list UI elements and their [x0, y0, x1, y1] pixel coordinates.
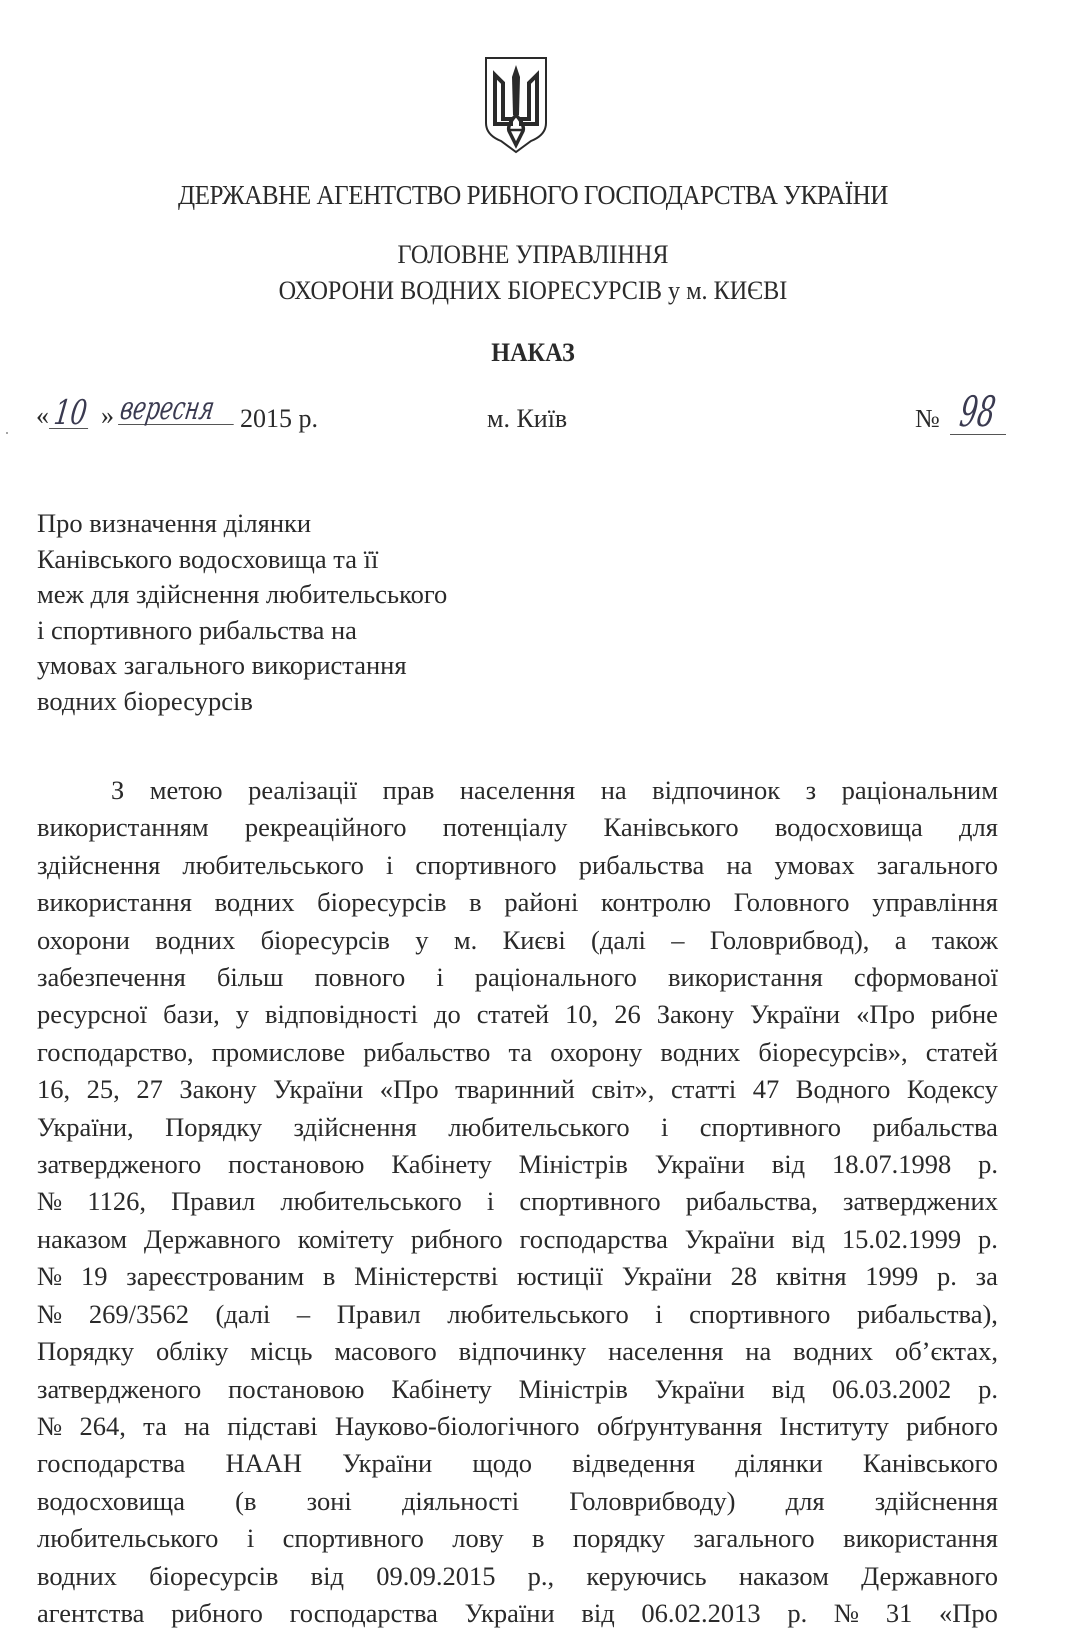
body-word: потенціалу — [442, 812, 568, 843]
body-word: водосховища — [774, 812, 923, 843]
body-word: 25, — [86, 1074, 120, 1105]
body-word: Кодексу — [906, 1074, 998, 1105]
body-word: р. — [787, 1597, 808, 1628]
body-word: агентства — [37, 1597, 145, 1628]
body-line — [37, 1408, 998, 1445]
body-word: України — [464, 1597, 555, 1628]
body-line — [37, 1296, 998, 1333]
body-word: «Про — [939, 1597, 998, 1628]
body-word: а — [894, 924, 907, 955]
body-word: Головного — [733, 887, 850, 918]
body-word: «Про — [856, 999, 916, 1030]
body-word: загального — [693, 1523, 815, 1554]
handwritten-order-number — [950, 387, 1006, 436]
body-word: здійснення — [293, 1111, 417, 1142]
body-word: № — [37, 1410, 63, 1441]
body-word: 47 — [752, 1074, 780, 1105]
body-line — [37, 1483, 998, 1520]
body-word: № — [37, 1186, 63, 1217]
body-word: районі — [504, 887, 579, 918]
body-word: (далі — [215, 1298, 271, 1329]
body-word: р. — [978, 1149, 998, 1180]
body-word: України — [750, 999, 841, 1030]
body-word: бази, — [163, 999, 220, 1030]
body-word: щодо — [472, 1448, 533, 1479]
body-word: 31 — [885, 1597, 913, 1628]
body-word: на — [184, 1410, 211, 1441]
body-word: в — [469, 887, 482, 918]
body-word: тваринний — [455, 1074, 575, 1105]
body-word: в — [531, 1523, 545, 1554]
body-line — [37, 1520, 998, 1557]
body-line — [37, 1146, 998, 1183]
body-line — [37, 1221, 998, 1258]
body-word: водних — [155, 924, 236, 955]
body-word: Правил — [336, 1298, 421, 1329]
body-word: умовах — [774, 849, 855, 880]
body-word: Закону — [656, 999, 735, 1030]
subject-line: і спортивного рибальства на — [37, 614, 357, 645]
body-word: статей — [925, 1036, 998, 1067]
body-line — [37, 1109, 998, 1146]
order-body-paragraph — [37, 772, 998, 1632]
body-word: Міністрів — [518, 1149, 628, 1180]
body-word: здійснення — [37, 849, 161, 880]
body-line — [37, 1258, 998, 1295]
body-word: (в — [235, 1485, 257, 1516]
body-word: місць — [250, 1336, 313, 1367]
body-word: любительського — [448, 1111, 630, 1142]
body-word: господарства — [37, 1448, 186, 1479]
body-word: Кабінету — [391, 1149, 492, 1180]
body-word: затвердженого — [37, 1149, 202, 1180]
body-word: рибальство — [363, 1036, 491, 1067]
body-word: використання — [843, 1523, 998, 1554]
body-word: від — [791, 1223, 826, 1254]
body-word: статей — [476, 999, 550, 1030]
trident-emblem-icon — [482, 55, 550, 155]
body-word: 1126, — [87, 1186, 147, 1217]
body-word: 264, — [79, 1410, 126, 1441]
body-word: затвердженого — [37, 1373, 202, 1404]
body-word: біоресурсів — [317, 887, 447, 918]
body-word: постановою — [228, 1373, 365, 1404]
body-word: (далі — [591, 924, 646, 955]
body-word: керуючись — [586, 1560, 707, 1591]
body-word: повного — [314, 962, 406, 993]
handwritten-month: вересня — [118, 392, 239, 425]
order-subject — [37, 506, 447, 719]
number-sign: № — [915, 404, 940, 433]
body-word: охорону — [550, 1036, 643, 1067]
scan-speck — [6, 432, 8, 434]
body-word: Головрибводу) — [569, 1485, 736, 1516]
body-word: рибного — [171, 1597, 263, 1628]
body-word: водних — [793, 1336, 874, 1367]
body-word: об’єктах, — [894, 1336, 998, 1367]
body-word: забезпечення — [37, 962, 186, 993]
body-word: господарства — [289, 1597, 438, 1628]
body-word: рибальства, — [685, 1186, 818, 1217]
body-word: України — [654, 1373, 745, 1404]
body-word: спортивного — [415, 849, 557, 880]
body-word: від — [771, 1149, 806, 1180]
body-line — [37, 959, 998, 996]
body-word: Водного — [795, 1074, 891, 1105]
body-word: наказом — [37, 1223, 128, 1254]
body-word: 10, — [565, 999, 599, 1030]
body-word: біоресурсів — [260, 924, 390, 955]
body-word: України, — [37, 1111, 134, 1142]
body-word: на — [600, 775, 627, 805]
body-word: відведення — [572, 1448, 696, 1479]
body-word: реалізації — [248, 775, 358, 805]
body-word: рибальства), — [856, 1298, 998, 1329]
body-word: любительського — [447, 1298, 629, 1329]
body-word: 06.03.2002 — [831, 1373, 952, 1404]
body-word: Науково-біологічного — [334, 1410, 580, 1441]
order-number-value: 98 — [957, 387, 999, 436]
body-line — [37, 1558, 998, 1595]
body-word: спортивного — [282, 1523, 424, 1554]
agency-name: ДЕРЖАВНЕ АГЕНТСТВО РИБНОГО ГОСПОДАРСТВА УКРАЇНИ — [178, 180, 888, 210]
body-word: біоресурсів», — [758, 1036, 908, 1067]
subject-line: умовах загального використання — [37, 650, 407, 680]
body-word: використання — [667, 962, 823, 993]
body-word: і — [246, 1523, 255, 1554]
body-word: України — [342, 1448, 433, 1479]
body-word: господарство, — [37, 1036, 194, 1067]
body-word: статті — [670, 1074, 737, 1105]
body-word: раціональним — [841, 775, 998, 805]
body-line — [37, 772, 998, 809]
body-word: та — [508, 1036, 533, 1067]
body-word: на — [745, 1336, 772, 1367]
body-word: Правил — [171, 1186, 256, 1217]
department-name-line-1: ГОЛОВНЕ УПРАВЛІННЯ — [397, 240, 669, 269]
body-word: № — [37, 1261, 63, 1292]
body-word: для — [785, 1485, 825, 1516]
body-word: прав — [382, 775, 435, 805]
body-word: квітня — [775, 1261, 847, 1292]
body-word: Києві — [502, 924, 566, 955]
body-word: використання — [37, 887, 192, 918]
document-type-title: НАКАЗ — [491, 338, 575, 367]
body-word: відповідності — [265, 999, 418, 1030]
body-word: водних — [214, 887, 295, 918]
body-word: рибальства — [578, 849, 705, 880]
body-word: населення — [608, 1336, 724, 1367]
body-word: загального — [876, 849, 998, 880]
body-line — [37, 1371, 998, 1408]
body-word: Державного — [143, 1223, 281, 1254]
body-word: у — [415, 924, 429, 955]
body-word: спортивного — [689, 1298, 831, 1329]
body-line — [37, 1071, 998, 1108]
subject-line: Канівського водосховища та її — [37, 543, 379, 574]
body-word: – — [671, 924, 685, 955]
body-word: управління — [872, 887, 998, 918]
body-word: 27 — [136, 1074, 163, 1105]
body-word: раціонального — [474, 962, 637, 993]
department-name-line-2: ОХОРОНИ ВОДНИХ БІОРЕСУРСІВ у м. КИЄВІ — [278, 276, 788, 305]
body-word: населення — [459, 775, 576, 805]
body-word: 06.02.2013 — [641, 1597, 761, 1628]
body-word: відпочинок — [652, 775, 781, 805]
body-word: водних — [37, 1560, 117, 1591]
body-word: здійснення — [874, 1485, 998, 1516]
subject-line: водних біоресурсів — [37, 685, 253, 716]
body-word: сформованої — [853, 962, 998, 993]
body-word: 09.09.2015 — [376, 1560, 496, 1591]
body-word: ділянки — [735, 1448, 823, 1479]
body-line — [37, 922, 998, 959]
body-word: України — [654, 1149, 745, 1180]
body-word: більш — [216, 962, 284, 993]
close-quote: » — [101, 401, 114, 430]
body-word: контролю — [601, 887, 712, 918]
body-word: порядку — [572, 1523, 665, 1554]
body-word: 26 — [614, 999, 641, 1030]
body-word: промислове — [211, 1036, 346, 1067]
body-word: 1999 — [865, 1261, 919, 1292]
body-word: м. — [453, 924, 478, 955]
body-word: рибного — [410, 1223, 503, 1254]
body-line — [37, 1445, 998, 1482]
body-word: рибного — [906, 1410, 998, 1441]
body-word: постановою — [228, 1149, 365, 1180]
body-word: спортивного — [519, 1186, 661, 1217]
body-word: Кабінету — [391, 1373, 492, 1404]
body-word: і — [486, 1186, 495, 1217]
body-word: «Про — [379, 1074, 439, 1105]
body-line — [37, 884, 998, 921]
date-day — [36, 393, 114, 433]
body-word: Державного — [861, 1560, 998, 1591]
body-word: наказом — [738, 1560, 829, 1591]
body-word: використанням — [37, 812, 209, 843]
body-word: Інституту — [779, 1410, 889, 1441]
body-word: України — [621, 1261, 712, 1292]
body-word: обліку — [155, 1336, 229, 1367]
body-word: комітету — [297, 1223, 394, 1254]
body-word: р. — [937, 1261, 957, 1292]
body-word: затверджених — [843, 1186, 998, 1217]
body-word: метою — [149, 775, 223, 805]
body-word: Головрибвод), — [709, 924, 870, 955]
body-word: масового — [334, 1336, 437, 1367]
body-word: ресурсної — [37, 999, 148, 1030]
body-word: у — [235, 999, 249, 1030]
body-word: Порядку — [37, 1336, 135, 1367]
body-word: господарства — [519, 1223, 668, 1254]
body-word: і — [655, 1298, 663, 1329]
body-word: – — [296, 1298, 311, 1329]
body-word: любительського — [280, 1186, 462, 1217]
body-line — [37, 847, 998, 884]
body-word: лову — [452, 1523, 504, 1554]
body-line — [37, 1034, 998, 1071]
body-word: також — [931, 924, 998, 955]
subject-line: Про визначення ділянки — [37, 508, 312, 538]
body-word: юстиції — [516, 1261, 604, 1292]
body-word: світ», — [591, 1074, 655, 1105]
body-word: від — [581, 1597, 615, 1628]
body-word: № — [37, 1298, 63, 1329]
city: м. Київ — [487, 404, 568, 433]
body-word: зоні — [306, 1485, 352, 1516]
body-word: Порядку — [165, 1111, 263, 1142]
body-word: для — [959, 812, 998, 843]
body-word: Закону — [179, 1074, 257, 1105]
handwritten-day: 10 — [49, 398, 92, 429]
body-word: 15.02.1999 — [841, 1223, 962, 1254]
subject-line: меж для здійснення любительського — [37, 579, 448, 609]
body-word: і — [661, 1111, 669, 1142]
body-word: 28 — [730, 1261, 758, 1292]
body-word: України — [273, 1074, 364, 1105]
body-word: від — [771, 1373, 806, 1404]
body-word: рибне — [931, 999, 998, 1030]
body-word: З — [111, 775, 125, 805]
body-word: Канівського — [603, 812, 739, 843]
body-word: любительського — [37, 1523, 219, 1554]
body-line — [37, 1333, 998, 1370]
body-word: р. — [978, 1373, 998, 1404]
body-word: діяльності — [401, 1485, 520, 1516]
body-word: рибальства — [872, 1111, 998, 1142]
body-word: НААН — [225, 1448, 303, 1479]
body-word: 18.07.1998 — [831, 1149, 952, 1180]
body-word: відпочинку — [458, 1336, 587, 1367]
body-word: любительського — [182, 849, 364, 880]
body-word: Міністрів — [518, 1373, 628, 1404]
body-word: зареєстрованим — [126, 1261, 305, 1292]
body-word: і — [436, 962, 444, 993]
body-word: і — [385, 849, 394, 880]
body-word: 16, — [37, 1074, 71, 1105]
body-word: р., — [527, 1560, 555, 1591]
body-word: спортивного — [699, 1111, 842, 1142]
body-word: рекреаційного — [244, 812, 407, 843]
body-word: з — [805, 775, 817, 805]
body-word: водосховища — [37, 1485, 185, 1516]
open-quote: « — [36, 401, 49, 430]
body-word: водних — [660, 1036, 741, 1067]
date-year: 2015 р. — [240, 404, 318, 433]
body-word: України — [684, 1223, 775, 1254]
body-word: 19 — [81, 1261, 108, 1292]
body-word: біоресурсів — [149, 1560, 279, 1591]
body-line — [37, 996, 998, 1033]
body-word: Канівського — [862, 1448, 998, 1479]
body-word: Міністерстві — [354, 1261, 499, 1292]
body-line — [37, 1183, 998, 1220]
body-word: від — [310, 1560, 345, 1591]
body-word: 269/3562 — [88, 1298, 189, 1329]
body-word: підставі — [227, 1410, 318, 1441]
body-word: обґрунтування — [596, 1410, 763, 1441]
body-word: на — [726, 849, 753, 880]
body-line — [37, 1595, 998, 1632]
body-word: р. — [978, 1223, 998, 1254]
body-word: та — [143, 1410, 167, 1441]
body-word: № — [833, 1597, 860, 1628]
body-line — [37, 809, 998, 846]
body-word: охорони — [37, 924, 130, 955]
body-word: в — [322, 1261, 336, 1292]
body-word: за — [975, 1261, 998, 1292]
body-word: до — [434, 999, 461, 1030]
